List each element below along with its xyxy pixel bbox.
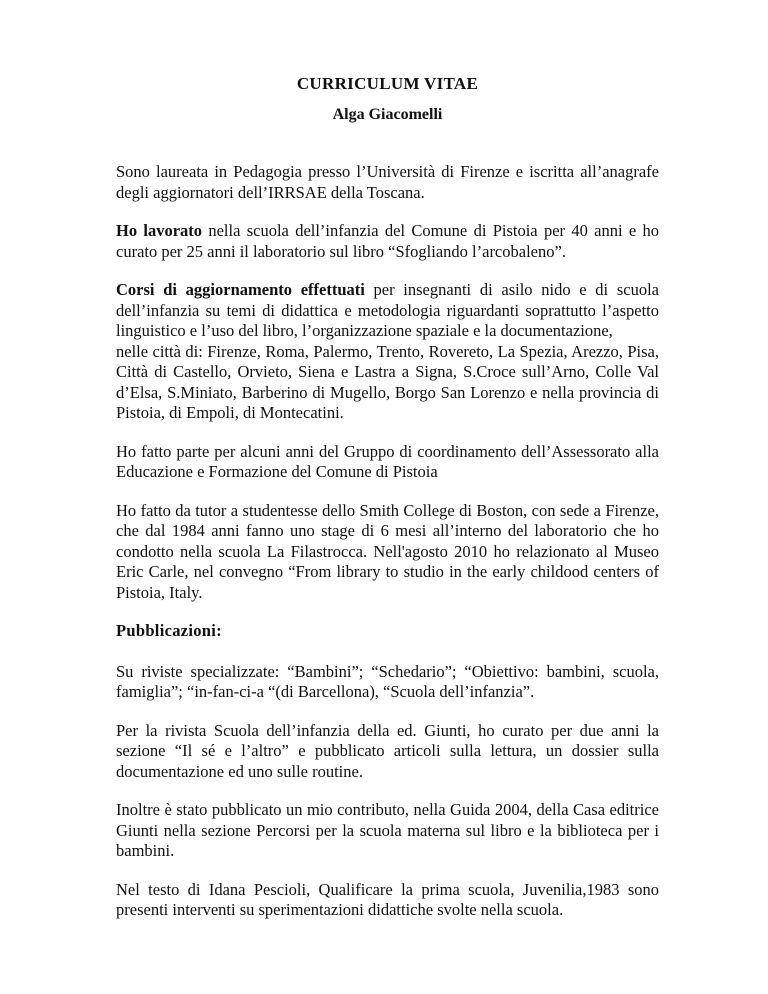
work-lead: Ho lavorato	[116, 221, 203, 240]
author-name: Alga Giacomelli	[332, 106, 443, 123]
group-paragraph: Ho fatto parte per alcuni anni del Gruppo di coordinamento dell’Assessorato alla Educazione e Formazione del Comune di Pistoia	[116, 441, 659, 481]
work-text: nella scuola dell’infanzia del Comune di Pistoia per 40 anni e ho curato per 25 anni il laboratorio sul libro “Sfogliando l’arcobaleno”.	[116, 221, 659, 261]
courses-cities: nelle città di: Firenze, Roma, Palermo, Trento, Rovereto, La Spezia, Arezzo, Pisa, Città di Castello, Orvieto, Siena e Lastra a Signa, S.Croce sull’Arno, Colle Val d’Elsa, S.Miniato, Barberino di Mugello, Borgo San Lorenzo e nella provincia di Pistoia, di Empoli, di Montecatini.	[116, 341, 659, 422]
courses-paragraph	[116, 280, 659, 424]
publications-heading: Pubblicazioni:	[116, 621, 222, 640]
publications-pescioli: Nel testo di Idana Pescioli, Qualificare la prima scuola, Juvenilia,1983 sono presenti interventi su sperimentazioni didattiche svolte nella scuola.	[116, 879, 659, 919]
work-paragraph	[116, 221, 659, 262]
document-title: CURRICULUM VITAE	[296, 74, 479, 93]
intro-paragraph: Sono laureata in Pedagogia presso l’Università di Firenze e iscritta all’anagrafe degli aggiornatori dell’IRRSAE della Toscana.	[116, 162, 659, 202]
publications-guide: Inoltre è stato pubblicato un mio contributo, nella Guida 2004, della Casa editrice Giunti nella sezione Percorsi per la scuola materna sul libro e la biblioteca per i bambini.	[116, 800, 659, 860]
tutor-paragraph: Ho fatto da tutor a studentesse dello Smith College di Boston, con sede a Firenze, che dal 1984 anni fanno uno stage di 6 mesi all’interno del laboratorio che ho condotto nella scuola La Filastrocca. Nell'agosto 2010 ho relazionato al Museo Eric Carle, nel convegno “From library to studio in the early childood centers of Pistoia, Italy.	[116, 500, 659, 602]
document-page	[116, 72, 659, 939]
courses-lead: Corsi di aggiornamento effettuati	[116, 280, 365, 299]
publications-magazines: Su riviste specializzate: “Bambini”; “Schedario”; “Obiettivo: bambini, scuola, famiglia”; “in-fan-ci-a “(di Barcellona), “Scuola dell’infanzia”.	[116, 661, 659, 701]
courses-text: per insegnanti di asilo nido e di scuola dell’infanzia su temi di didattica e metodologia riguardanti soprattutto l’aspetto linguistico e l’uso del libro, l’organizzazione spaziale e la documentazione,	[116, 280, 659, 340]
publications-giunti: Per la rivista Scuola dell’infanzia della ed. Giunti, ho curato per due anni la sezione “Il sé e l’altro” e pubblicato articoli sulla lettura, un dossier sulla documentazione ed uno sulle routine.	[116, 720, 659, 781]
